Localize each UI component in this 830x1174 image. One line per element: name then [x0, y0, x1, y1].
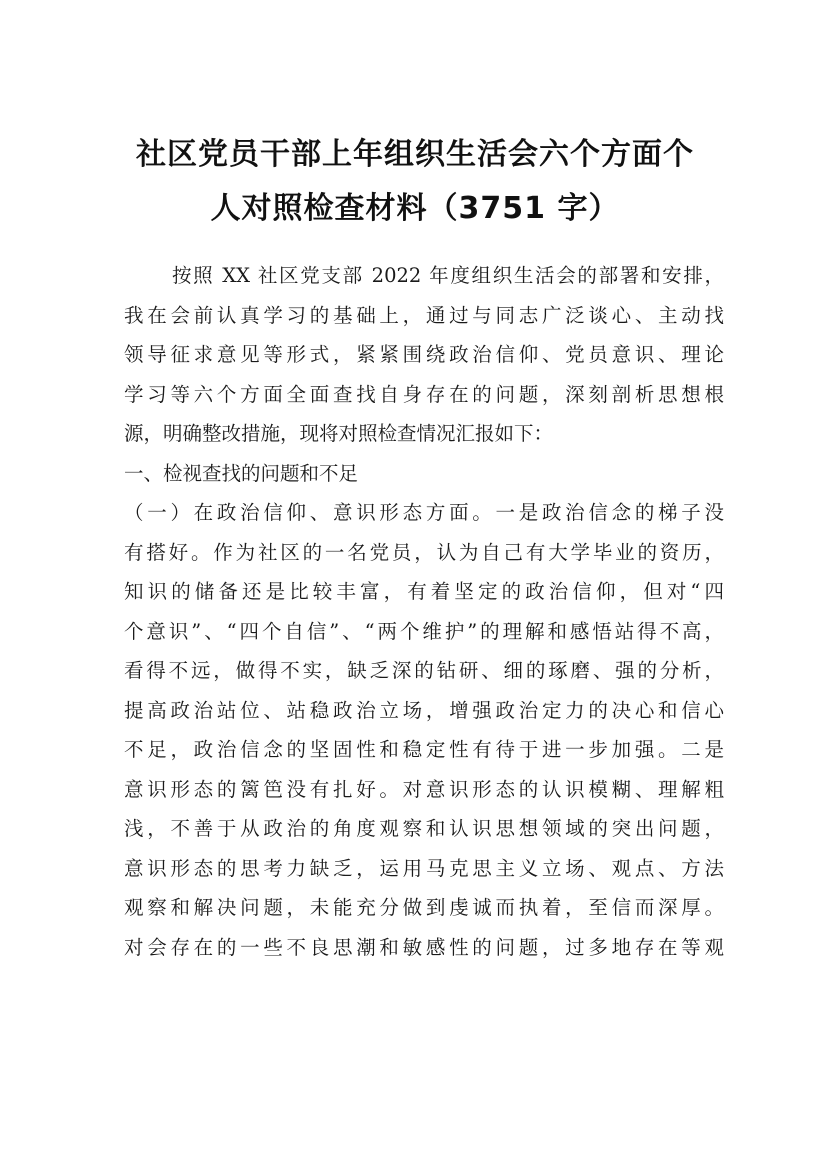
paragraph-1-line-5: 源，明确整改措施，现将对照检查情况汇报如下： [124, 422, 554, 445]
paragraph-2-line-11: 观察和解决问题，未能充分做到虔诚而执着，至信而深厚。 [124, 896, 724, 919]
paragraph-2-line-2: 有搭好。作为社区的一名党员，认为自己有大学毕业的资历， [124, 540, 724, 564]
paragraph-1-line-3: 领导征求意见等形式，紧紧围绕政治信仰、党员意识、理论 [124, 343, 724, 366]
paragraph-1-line-1: 按照 XX 社区党支部 2022 年度组织生活会的部署和安排， [172, 264, 724, 287]
title-line-2: 人对照检查材料（3751 字） [210, 191, 620, 226]
title-line-1: 社区党员干部上年组织生活会六个方面个 [136, 137, 694, 172]
paragraph-2-line-10: 意识形态的思考力缺乏，运用马克思主义立场、观点、方法 [124, 856, 724, 880]
paragraph-2-line-5: 看得不远，做得不实，缺乏深的钻研、细的琢磨、强的分析， [124, 659, 724, 682]
paragraph-2-line-9: 浅，不善于从政治的角度观察和认识思想领域的突出问题， [124, 817, 724, 840]
paragraph-2-line-8: 意识形态的篱笆没有扎好。对意识形态的认识模糊、理解粗 [124, 777, 724, 801]
paragraph-2-line-7: 不足，政治信念的坚固性和稳定性有待于进一步加强。二是 [124, 738, 724, 761]
document-body [124, 256, 724, 967]
paragraph-2-line-12: 对会存在的一些不良思潮和敏感性的问题，过多地存在等观 [124, 935, 724, 959]
document-title [110, 128, 720, 236]
paragraph-2-line-1: （一）在政治信仰、意识形态方面。一是政治信念的梯子没 [124, 501, 724, 524]
section-heading-1: 一、检视查找的问题和不足 [124, 461, 359, 485]
paragraph-2-line-3: 知识的储备还是比较丰富，有着坚定的政治信仰，但对“四 [124, 580, 724, 603]
paragraph-2-line-4: 个意识”、“四个自信”、“两个维护”的理解和感悟站得不高， [124, 619, 724, 643]
paragraph-1-line-4: 学习等六个方面全面查找自身存在的问题，深刻剖析思想根 [124, 382, 724, 406]
paragraph-2-line-6: 提高政治站位、站稳政治立场，增强政治定力的决心和信心 [124, 698, 724, 722]
paragraph-1-line-2: 我在会前认真学习的基础上，通过与同志广泛谈心、主动找 [124, 303, 724, 327]
